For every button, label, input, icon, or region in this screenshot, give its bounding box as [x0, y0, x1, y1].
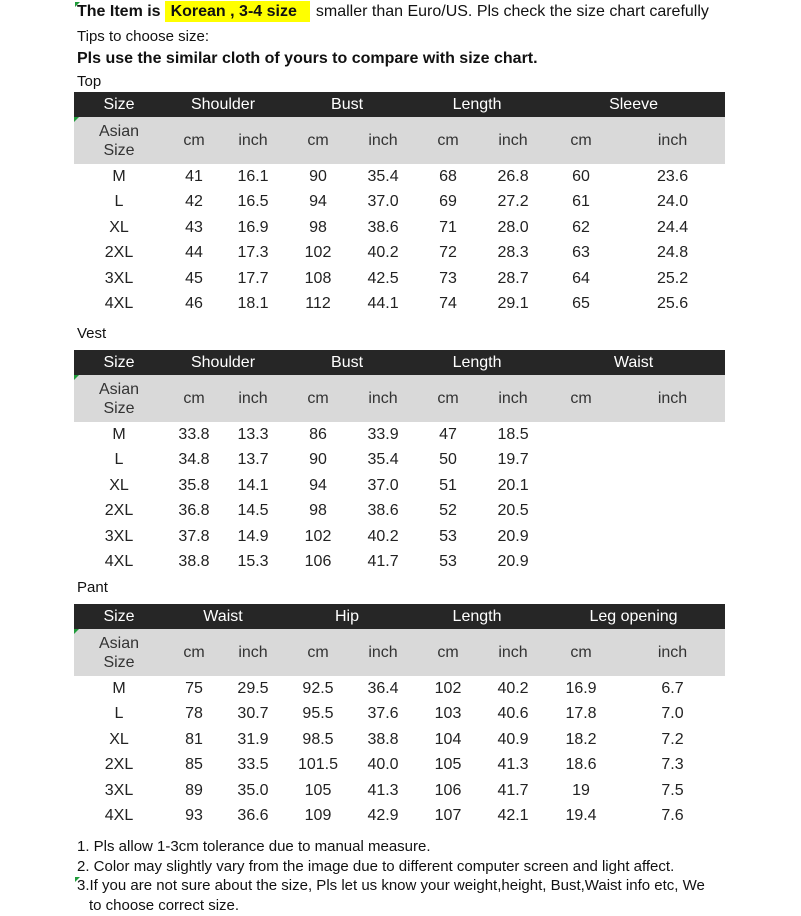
measure-cell: 61: [572, 193, 590, 211]
measure-group-header: Waist: [542, 350, 725, 375]
measure-cell: 31.9: [237, 730, 269, 748]
measure-cell: 112: [305, 295, 331, 313]
measure-cell: 92.5: [302, 679, 334, 697]
measure-cell: 17.3: [237, 244, 269, 262]
measure-group-header: Shoulder: [164, 92, 282, 117]
measure-cell: 30.7: [237, 705, 269, 723]
measure-cell: 26.8: [497, 167, 529, 185]
measure-cell: 98.5: [302, 730, 334, 748]
size-highlight: Korean , 3-4 size: [165, 1, 310, 22]
measure-cell: 42.5: [367, 269, 399, 287]
unit-inch-header: inch: [224, 375, 282, 422]
table-row: [74, 524, 725, 550]
measure-cell: [620, 473, 725, 499]
measure-cell: 41.3: [367, 781, 399, 799]
table-row: [74, 241, 725, 267]
measure-cell: 33.8: [178, 425, 210, 443]
measure-cell: 17.7: [237, 269, 269, 287]
unit-inch-header: inch: [224, 629, 282, 676]
measure-cell: 16.9: [565, 679, 597, 697]
table-header-row: [74, 92, 725, 117]
measure-cell: 13.7: [237, 451, 269, 469]
measure-cell: 19.4: [565, 807, 597, 825]
unit-inch-header: inch: [354, 375, 412, 422]
corner-mark-icon: [74, 375, 79, 380]
measure-cell: 41.7: [367, 553, 399, 571]
measure-cell: 15.3: [237, 553, 269, 571]
unit-cm-header: cm: [412, 375, 484, 422]
measure-cell: 20.1: [497, 476, 529, 494]
measure-cell: 102: [304, 244, 332, 262]
measure-cell: 40.0: [367, 756, 399, 774]
measure-cell: [542, 422, 620, 448]
measure-cell: 29.5: [237, 679, 269, 697]
measure-cell: 38.8: [178, 553, 210, 571]
measure-cell: 36.4: [367, 679, 399, 697]
measure-cell: 94: [309, 193, 327, 211]
size-cell: XL: [109, 730, 129, 748]
measure-cell: 44: [185, 244, 203, 262]
measure-group-header: Hip: [282, 604, 412, 629]
measure-cell: 37.0: [367, 476, 399, 494]
measure-cell: 36.8: [178, 502, 210, 520]
table-row: [74, 702, 725, 728]
size-column-header: Size: [74, 92, 164, 117]
measure-cell: 14.9: [237, 527, 269, 545]
compare-note: Pls use the similar cloth of yours to compare with size chart.: [77, 50, 538, 67]
measure-cell: 45: [185, 269, 203, 287]
measure-cell: 106: [434, 781, 462, 799]
measure-cell: 40.2: [497, 679, 529, 697]
footnote-3: 3.If you are not sure about the size, Pls let us know your weight,height, Bust,Waist info etc, We: [77, 877, 705, 894]
headline: [77, 3, 709, 21]
table-row: [74, 266, 725, 292]
measure-cell: 102: [304, 527, 332, 545]
table-row: [74, 190, 725, 216]
size-cell: 2XL: [104, 502, 134, 520]
unit-cm-header: cm: [412, 629, 484, 676]
size-cell: M: [112, 679, 126, 697]
measure-group-header: Length: [412, 92, 542, 117]
size-cell: L: [114, 705, 124, 723]
measure-cell: [542, 448, 620, 474]
measure-cell: 28.7: [497, 269, 529, 287]
measure-cell: 7.2: [661, 730, 684, 748]
measure-cell: 93: [185, 807, 203, 825]
measure-group-header: Length: [412, 350, 542, 375]
measure-cell: 37.0: [367, 193, 399, 211]
measure-cell: 41.7: [497, 781, 529, 799]
measure-cell: 60: [572, 167, 590, 185]
measure-cell: 42.9: [367, 807, 399, 825]
unit-inch-header: inch: [484, 375, 542, 422]
measure-cell: 18.6: [565, 756, 597, 774]
unit-inch-header: inch: [484, 117, 542, 164]
table-header-row: [74, 604, 725, 629]
size-table-top: [74, 92, 725, 317]
headline-prefix: The Item is: [77, 3, 161, 20]
measure-cell: [542, 524, 620, 550]
measure-cell: 104: [434, 730, 462, 748]
measure-group-header: Shoulder: [164, 350, 282, 375]
unit-cm-header: cm: [164, 117, 224, 164]
measure-cell: 14.5: [237, 502, 269, 520]
measure-cell: 16.1: [237, 167, 269, 185]
measure-cell: 65: [572, 295, 590, 313]
measure-cell: [542, 499, 620, 525]
table-row: [74, 422, 725, 448]
unit-cm-header: cm: [412, 117, 484, 164]
measure-cell: 42: [185, 193, 203, 211]
measure-cell: 95.5: [302, 705, 334, 723]
size-column-header: Size: [74, 350, 164, 375]
measure-cell: 18.5: [497, 425, 529, 443]
table-row: [74, 753, 725, 779]
measure-cell: 98: [309, 218, 327, 236]
size-cell: M: [112, 425, 126, 443]
size-column-header: Size: [74, 604, 164, 629]
measure-cell: 35.4: [367, 451, 399, 469]
corner-mark-icon: [74, 629, 79, 634]
measure-cell: 28.3: [497, 244, 529, 262]
measure-cell: 51: [439, 476, 457, 494]
measure-cell: 16.9: [237, 218, 269, 236]
unit-inch-header: inch: [354, 629, 412, 676]
measure-group-header: Bust: [282, 350, 412, 375]
measure-cell: 17.8: [565, 705, 597, 723]
measure-group-header: Waist: [164, 604, 282, 629]
measure-group-header: Sleeve: [542, 92, 725, 117]
measure-cell: 18.2: [565, 730, 597, 748]
size-cell: 4XL: [104, 295, 134, 313]
size-table-pant: [74, 604, 725, 829]
measure-cell: 94: [309, 476, 327, 494]
unit-inch-header: inch: [620, 117, 725, 164]
measure-cell: 44.1: [367, 295, 399, 313]
unit-cm-header: cm: [542, 375, 620, 422]
measure-cell: 62: [572, 218, 590, 236]
size-cell: L: [114, 451, 124, 469]
measure-cell: 35.8: [178, 476, 210, 494]
measure-cell: [620, 499, 725, 525]
measure-cell: 101.5: [297, 756, 339, 774]
measure-cell: 33.9: [367, 425, 399, 443]
unit-header-row: [74, 375, 725, 422]
table-row: [74, 448, 725, 474]
size-cell: 3XL: [104, 269, 134, 287]
table-row: [74, 473, 725, 499]
asian-size-label: Asian Size: [98, 634, 140, 671]
unit-cm-header: cm: [542, 117, 620, 164]
measure-cell: 106: [304, 553, 332, 571]
measure-cell: 38.8: [367, 730, 399, 748]
measure-cell: 37.6: [367, 705, 399, 723]
measure-cell: 107: [434, 807, 462, 825]
measure-cell: 40.9: [497, 730, 529, 748]
measure-cell: 50: [439, 451, 457, 469]
measure-cell: 72: [439, 244, 457, 262]
size-cell: L: [114, 193, 124, 211]
measure-cell: 6.7: [661, 679, 684, 697]
tips-text: Tips to choose size:: [77, 28, 210, 45]
measure-group-header: Length: [412, 604, 542, 629]
measure-cell: 25.6: [656, 295, 689, 313]
measure-cell: 105: [434, 756, 462, 774]
unit-cm-header: cm: [282, 629, 354, 676]
measure-cell: 68: [439, 167, 457, 185]
table-row: [74, 804, 725, 830]
table-header-row: [74, 350, 725, 375]
measure-cell: 28.0: [497, 218, 529, 236]
size-cell: 4XL: [104, 807, 134, 825]
measure-cell: [542, 550, 620, 576]
section-label-top: Top: [77, 73, 102, 90]
table-row: [74, 164, 725, 190]
unit-inch-header: inch: [484, 629, 542, 676]
unit-cm-header: cm: [282, 117, 354, 164]
measure-cell: 13.3: [237, 425, 269, 443]
measure-cell: 69: [439, 193, 457, 211]
size-cell: XL: [109, 476, 129, 494]
asian-size-header: [74, 117, 164, 164]
asian-size-label: Asian Size: [98, 122, 140, 159]
table-row: [74, 550, 725, 576]
measure-cell: 103: [434, 705, 462, 723]
measure-cell: 90: [309, 451, 327, 469]
measure-cell: [620, 422, 725, 448]
table-row: [74, 499, 725, 525]
measure-cell: 75: [185, 679, 203, 697]
measure-cell: [542, 473, 620, 499]
measure-cell: 16.5: [237, 193, 269, 211]
measure-cell: 41: [185, 167, 203, 185]
unit-cm-header: cm: [542, 629, 620, 676]
measure-cell: 35.0: [237, 781, 269, 799]
measure-cell: [620, 550, 725, 576]
table-row: [74, 292, 725, 318]
unit-cm-header: cm: [164, 629, 224, 676]
measure-cell: 42.1: [497, 807, 529, 825]
measure-cell: 108: [304, 269, 332, 287]
size-cell: 3XL: [104, 781, 134, 799]
measure-cell: 53: [439, 527, 457, 545]
headline-suffix: smaller than Euro/US. Pls check the size chart carefully: [315, 3, 709, 20]
unit-cm-header: cm: [164, 375, 224, 422]
table-row: [74, 778, 725, 804]
measure-cell: 34.8: [178, 451, 210, 469]
measure-cell: 38.6: [367, 218, 399, 236]
measure-cell: 7.6: [661, 807, 684, 825]
measure-cell: 36.6: [237, 807, 269, 825]
asian-size-label: Asian Size: [98, 380, 140, 417]
measure-cell: 71: [439, 218, 457, 236]
asian-size-header: [74, 375, 164, 422]
measure-cell: 63: [572, 244, 590, 262]
unit-inch-header: inch: [224, 117, 282, 164]
measure-cell: 18.1: [237, 295, 269, 313]
measure-cell: 89: [185, 781, 203, 799]
size-cell: XL: [109, 218, 129, 236]
measure-cell: 109: [304, 807, 332, 825]
size-table-vest: [74, 350, 725, 575]
unit-cm-header: cm: [282, 375, 354, 422]
measure-cell: 105: [304, 781, 332, 799]
measure-cell: 73: [439, 269, 457, 287]
measure-cell: 19: [572, 781, 590, 799]
measure-cell: 24.0: [656, 193, 689, 211]
measure-cell: 14.1: [237, 476, 269, 494]
table-row: [74, 727, 725, 753]
unit-inch-header: inch: [620, 375, 725, 422]
unit-inch-header: inch: [620, 629, 725, 676]
table-row: [74, 676, 725, 702]
measure-cell: 33.5: [237, 756, 269, 774]
footnote-3-continued: to choose correct size.: [89, 897, 240, 914]
measure-cell: 37.8: [178, 527, 210, 545]
size-cell: 4XL: [104, 553, 134, 571]
measure-cell: 35.4: [367, 167, 399, 185]
unit-header-row: [74, 117, 725, 164]
measure-cell: 40.6: [497, 705, 529, 723]
measure-cell: 7.3: [661, 756, 684, 774]
measure-cell: 7.0: [661, 705, 684, 723]
table-row: [74, 215, 725, 241]
measure-cell: 40.2: [367, 244, 399, 262]
measure-cell: 78: [185, 705, 203, 723]
measure-group-header: Leg opening: [542, 604, 725, 629]
measure-cell: 38.6: [367, 502, 399, 520]
section-label-pant: Pant: [77, 579, 108, 596]
measure-cell: 46: [185, 295, 203, 313]
measure-cell: 86: [309, 425, 327, 443]
measure-cell: 29.1: [497, 295, 529, 313]
measure-cell: [620, 448, 725, 474]
measure-cell: 53: [439, 553, 457, 571]
unit-header-row: [74, 629, 725, 676]
size-cell: 2XL: [104, 756, 134, 774]
measure-cell: 19.7: [497, 451, 529, 469]
measure-cell: 40.2: [367, 527, 399, 545]
asian-size-header: [74, 629, 164, 676]
measure-cell: 74: [439, 295, 457, 313]
measure-cell: 102: [434, 679, 462, 697]
measure-group-header: Bust: [282, 92, 412, 117]
measure-cell: 52: [439, 502, 457, 520]
measure-cell: 24.4: [656, 218, 689, 236]
measure-cell: 7.5: [661, 781, 684, 799]
size-cell: M: [112, 167, 126, 185]
measure-cell: 41.3: [497, 756, 529, 774]
measure-cell: [620, 524, 725, 550]
measure-cell: 98: [309, 502, 327, 520]
measure-cell: 20.9: [497, 527, 529, 545]
corner-mark-icon: [74, 117, 79, 122]
measure-cell: 25.2: [656, 269, 689, 287]
measure-cell: 23.6: [656, 167, 689, 185]
measure-cell: 81: [185, 730, 203, 748]
footnote-2: 2. Color may slightly vary from the image due to different computer screen and light affect.: [77, 858, 675, 875]
size-cell: 2XL: [104, 244, 134, 262]
measure-cell: 64: [572, 269, 590, 287]
unit-inch-header: inch: [354, 117, 412, 164]
measure-cell: 90: [309, 167, 327, 185]
measure-cell: 85: [185, 756, 203, 774]
measure-cell: 24.8: [656, 244, 689, 262]
measure-cell: 43: [185, 218, 203, 236]
measure-cell: 20.5: [497, 502, 529, 520]
size-cell: 3XL: [104, 527, 134, 545]
measure-cell: 27.2: [497, 193, 529, 211]
measure-cell: 47: [439, 425, 457, 443]
section-label-vest: Vest: [77, 325, 107, 342]
footnote-1: 1. Pls allow 1-3cm tolerance due to manual measure.: [77, 838, 431, 855]
measure-cell: 20.9: [497, 553, 529, 571]
